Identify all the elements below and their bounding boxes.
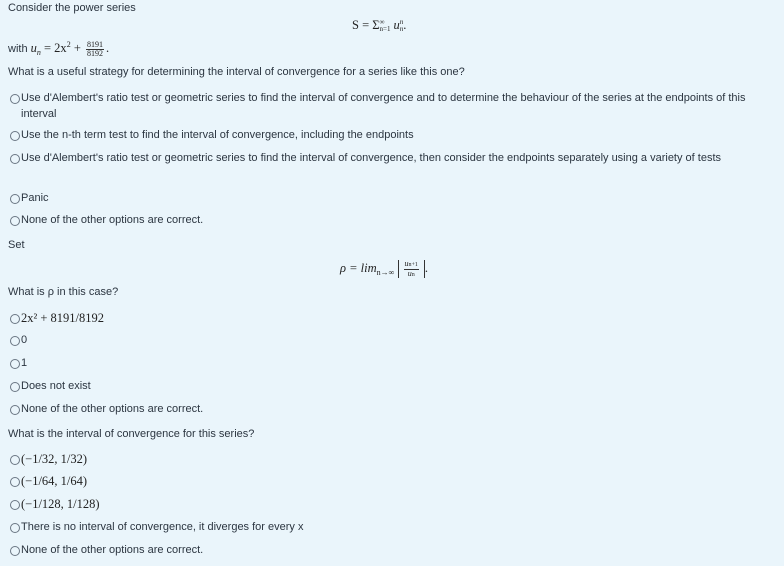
fraction-numerator: 8191 — [87, 39, 103, 49]
question-2: What is ρ in this case? — [8, 286, 119, 298]
radio-circle[interactable] — [10, 194, 20, 204]
sum-symbol: Σ — [372, 18, 380, 32]
intro-text: Consider the power series — [8, 2, 136, 14]
lim-sub: n→∞ — [376, 267, 395, 277]
radio-circle[interactable] — [10, 455, 20, 465]
option2-0[interactable]: 2x² + 8191/8192 — [10, 312, 104, 326]
radio-circle[interactable] — [10, 216, 20, 226]
option2-2[interactable]: 1 — [10, 357, 27, 371]
with-fraction — [86, 41, 104, 58]
rho-tail: . — [424, 260, 429, 275]
option1-1[interactable]: Use the n-th term test to find the interval of convergence, including the endpoints — [10, 129, 414, 143]
ratio-num: u — [404, 259, 409, 268]
sum-upper: ∞ — [379, 18, 385, 27]
with-eq: = 2x — [40, 41, 67, 55]
rho-lhs: ρ = lim — [340, 260, 377, 275]
with-line — [8, 40, 109, 58]
ratio-fraction — [404, 260, 419, 279]
term-sup: n — [399, 18, 404, 27]
option2-3[interactable]: Does not exist — [10, 380, 91, 394]
sum-lower: n=1 — [379, 25, 391, 34]
with-tail: . — [106, 41, 110, 55]
series-lhs: S = — [352, 18, 373, 32]
radio-circle[interactable] — [10, 405, 20, 415]
with-sup: 2 — [66, 40, 71, 49]
series-formula — [352, 18, 406, 33]
radio-circle[interactable] — [10, 94, 20, 104]
option3-4[interactable]: None of the other options are correct. — [10, 544, 203, 558]
rho-formula — [340, 260, 428, 278]
option1-2[interactable]: Use d'Alembert's ratio test or geometric series to find the interval of convergence, then consider the endpoints separately using a variety of tests — [10, 152, 773, 166]
radio-circle[interactable] — [10, 500, 20, 510]
radio-circle[interactable] — [10, 359, 20, 369]
radio-circle[interactable] — [10, 154, 20, 164]
with-u-sub: n — [36, 48, 41, 57]
option3-3[interactable]: There is no interval of convergence, it diverges for every x — [10, 521, 303, 535]
question-1: What is a useful strategy for determining the interval of convergence for a series like this one? — [8, 66, 465, 78]
ratio-den: u — [407, 269, 412, 278]
term-sub: n — [399, 25, 404, 34]
fraction-denominator: 8192 — [87, 48, 103, 58]
option3-1[interactable]: (−1/64, 1/64) — [10, 475, 87, 489]
option1-0[interactable]: Use d'Alembert's ratio test or geometric series to find the interval of convergence and to determine the behaviour of the series at the endpoints of this interval — [10, 92, 773, 122]
option2-4[interactable]: None of the other options are correct. — [10, 403, 203, 417]
ratio-den-sub: n — [411, 272, 415, 278]
question-3: What is the interval of convergence for this series? — [8, 428, 255, 440]
radio-circle[interactable] — [10, 477, 20, 487]
radio-circle[interactable] — [10, 336, 20, 346]
series-term: u — [393, 18, 400, 32]
radio-circle[interactable] — [10, 131, 20, 141]
option1-3[interactable]: Panic — [10, 192, 49, 206]
ratio-num-sub: n+1 — [408, 262, 418, 268]
with-prefix: with — [8, 43, 31, 55]
abs-value — [398, 260, 425, 278]
radio-circle[interactable] — [10, 382, 20, 392]
option3-0[interactable]: (−1/32, 1/32) — [10, 453, 87, 467]
set-label: Set — [8, 239, 25, 251]
radio-circle[interactable] — [10, 546, 20, 556]
option1-4[interactable]: None of the other options are correct. — [10, 214, 203, 228]
radio-circle[interactable] — [10, 523, 20, 533]
option2-1[interactable]: 0 — [10, 334, 27, 348]
option3-2[interactable]: (−1/128, 1/128) — [10, 498, 100, 512]
radio-circle[interactable] — [10, 314, 20, 324]
with-plus: + — [70, 41, 84, 55]
with-u: u — [30, 41, 37, 55]
series-tail: . — [403, 18, 407, 32]
